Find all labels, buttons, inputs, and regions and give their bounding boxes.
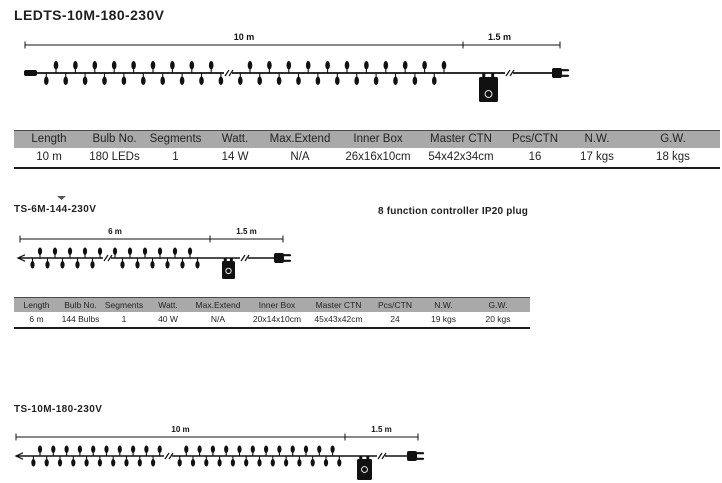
bulb — [165, 261, 169, 269]
bulb — [257, 459, 261, 467]
bulb — [204, 459, 208, 467]
bulb — [191, 459, 195, 467]
column-header: G.W. — [488, 300, 508, 310]
bulb — [317, 446, 321, 454]
bulb — [131, 446, 135, 454]
bulb — [180, 261, 184, 269]
bulb — [231, 459, 235, 467]
bulb — [143, 248, 147, 256]
bulb — [98, 248, 102, 256]
bulb — [30, 261, 34, 269]
bulb — [384, 61, 389, 70]
bulb — [53, 248, 57, 256]
bulb — [237, 446, 241, 454]
bulb — [257, 77, 262, 86]
bulb — [209, 61, 214, 70]
spec-table-1-header — [14, 131, 720, 148]
string-light-diagram-1 — [24, 32, 568, 102]
bulb — [190, 61, 195, 70]
bulb — [44, 77, 49, 86]
bulb — [184, 446, 188, 454]
bulb — [73, 61, 78, 70]
bulb — [296, 77, 301, 86]
bulb — [90, 261, 94, 269]
bulb — [111, 459, 115, 467]
bulb — [345, 61, 350, 70]
bulb — [104, 446, 108, 454]
plug-body — [407, 451, 417, 461]
column-header: Watt. — [221, 133, 249, 145]
column-header: N.W. — [584, 133, 610, 145]
bulb — [248, 61, 253, 70]
bulb — [170, 61, 175, 70]
bulb — [422, 61, 427, 70]
bulb — [199, 77, 204, 86]
bulb — [297, 459, 301, 467]
bulb — [331, 446, 335, 454]
bulb — [413, 77, 418, 86]
product-title-2: TS-6M-144-230V — [14, 204, 97, 215]
bulb — [403, 61, 408, 70]
bulb — [158, 446, 162, 454]
bulb — [442, 61, 447, 70]
bulb — [131, 61, 136, 70]
bulb — [118, 446, 122, 454]
dimension-label: 10 m — [171, 425, 190, 434]
bulb — [277, 446, 281, 454]
spec-value: 45x43x42cm — [314, 314, 363, 324]
dimension-label: 1.5 m — [236, 227, 257, 236]
bulb — [58, 459, 62, 467]
spec-value: 1 — [172, 151, 179, 163]
product-title-1: LEDTS-10M-180-230V — [14, 7, 165, 23]
spec-value: 16 — [528, 151, 542, 163]
bulb — [432, 77, 437, 86]
bulb — [316, 77, 321, 86]
bulb — [325, 61, 330, 70]
bulb — [337, 459, 341, 467]
bulb — [311, 459, 315, 467]
spec-table-2 — [14, 297, 530, 329]
bulb — [112, 61, 117, 70]
cursor-arrow-icon — [57, 196, 66, 200]
column-header: N.W. — [434, 300, 453, 310]
controller-box — [357, 459, 372, 480]
bulb — [188, 248, 192, 256]
column-header: Segments — [149, 133, 202, 145]
bulb — [75, 261, 79, 269]
column-header: Max.Extend — [269, 133, 331, 145]
spec-value: N/A — [210, 314, 226, 324]
bulb — [277, 77, 282, 86]
spec-table-1-row — [14, 148, 720, 167]
spec-table-2-header — [14, 298, 530, 312]
bulb — [211, 446, 215, 454]
spec-value: 19 kgs — [430, 314, 457, 324]
bulb — [178, 459, 182, 467]
spec-table-2-row — [14, 312, 530, 327]
bulb — [83, 248, 87, 256]
dimension-label: 6 m — [108, 227, 122, 236]
plug-body — [552, 68, 562, 78]
spec-value: 6 m — [29, 314, 44, 324]
spec-value: 20x14x10cm — [252, 314, 302, 324]
bulb — [271, 459, 275, 467]
controller-note: 8 function controller IP20 plug — [378, 206, 529, 217]
column-header: Length — [23, 300, 50, 310]
bulb — [238, 77, 243, 86]
spec-value: 180 LEDs — [89, 151, 140, 163]
dimension-label: 1.5 m — [487, 32, 512, 42]
column-header: Bulb No. — [92, 133, 137, 145]
column-header: Pcs/CTN — [512, 133, 558, 145]
bulb — [141, 77, 146, 86]
spec-value: 17 kgs — [580, 151, 614, 163]
column-header: Length — [31, 133, 67, 145]
bulb — [364, 61, 369, 70]
bulb — [124, 459, 128, 467]
bulb — [65, 446, 69, 454]
spec-value: 54x42x34cm — [428, 151, 494, 163]
product-title-3: TS-10M-180-230V — [14, 404, 103, 415]
bulb — [198, 446, 202, 454]
bulb — [122, 77, 127, 86]
column-header: Master CTN — [315, 300, 362, 310]
bulb — [120, 261, 124, 269]
bulb — [180, 77, 185, 86]
spec-value: 18 kgs — [656, 151, 690, 163]
bulb — [393, 77, 398, 86]
bulb — [244, 459, 248, 467]
bulb — [267, 61, 272, 70]
column-header: Pcs/CTN — [378, 300, 412, 310]
bulb — [284, 459, 288, 467]
column-header: Watt. — [158, 300, 178, 310]
bulb — [160, 77, 165, 86]
bulb — [102, 77, 107, 86]
spec-value: 40 W — [158, 314, 178, 324]
bulb — [144, 446, 148, 454]
column-header: Master CTN — [430, 133, 492, 145]
spec-value: N/A — [290, 151, 310, 163]
bulb — [128, 248, 132, 256]
bulb — [251, 446, 255, 454]
bulb — [219, 77, 224, 86]
spec-value: 24 — [390, 314, 400, 324]
bulb — [218, 459, 222, 467]
bulb — [150, 261, 154, 269]
bulb — [264, 446, 268, 454]
spec-table-1 — [14, 130, 720, 169]
bulb — [113, 248, 117, 256]
column-header: Inner Box — [258, 300, 296, 310]
bulb — [60, 261, 64, 269]
bulb — [85, 459, 89, 467]
bulb — [324, 459, 328, 467]
bulb — [306, 61, 311, 70]
bulb — [335, 77, 340, 86]
bulb — [45, 459, 49, 467]
bulb — [83, 77, 88, 86]
bulb — [98, 459, 102, 467]
bulb — [71, 459, 75, 467]
column-header: Max.Extend — [195, 300, 241, 310]
dimension-label: 10 m — [233, 32, 255, 42]
controller-box — [222, 261, 235, 279]
bulb — [151, 459, 155, 467]
bulb — [63, 77, 68, 86]
dimension-label: 1.5 m — [371, 425, 392, 434]
bulb — [93, 61, 98, 70]
controller-box — [479, 77, 498, 102]
string-light-diagram-2 — [18, 227, 290, 279]
bulb — [354, 77, 359, 86]
bulb — [78, 446, 82, 454]
bulb — [38, 446, 42, 454]
bulb — [135, 261, 139, 269]
bulb — [91, 446, 95, 454]
bulb — [287, 61, 292, 70]
spec-value: 14 W — [221, 151, 249, 163]
column-header: Segments — [104, 300, 144, 310]
spec-value: 1 — [121, 314, 127, 324]
bulb — [68, 248, 72, 256]
bulb — [173, 248, 177, 256]
spec-value: 144 Bulbs — [61, 314, 100, 324]
bulb — [304, 446, 308, 454]
bulb — [38, 248, 42, 256]
bulb — [31, 459, 35, 467]
bulb — [54, 61, 59, 70]
spec-value: 10 m — [36, 151, 62, 163]
bulb — [45, 261, 49, 269]
bulb — [224, 446, 228, 454]
bulb — [51, 446, 55, 454]
column-header: G.W. — [660, 133, 686, 145]
bulb — [158, 248, 162, 256]
plug-body — [274, 253, 284, 263]
column-header: Inner Box — [353, 133, 403, 145]
spec-value: 26x16x10cm — [345, 151, 411, 163]
bulb — [291, 446, 295, 454]
column-header: Bulb No. — [64, 300, 97, 310]
bulb — [151, 61, 156, 70]
bulb — [138, 459, 142, 467]
string-light-diagram-3 — [16, 425, 423, 480]
spec-value: 20 kgs — [485, 314, 511, 324]
bulb — [374, 77, 379, 86]
end-connector — [24, 70, 37, 76]
bulb — [195, 261, 199, 269]
